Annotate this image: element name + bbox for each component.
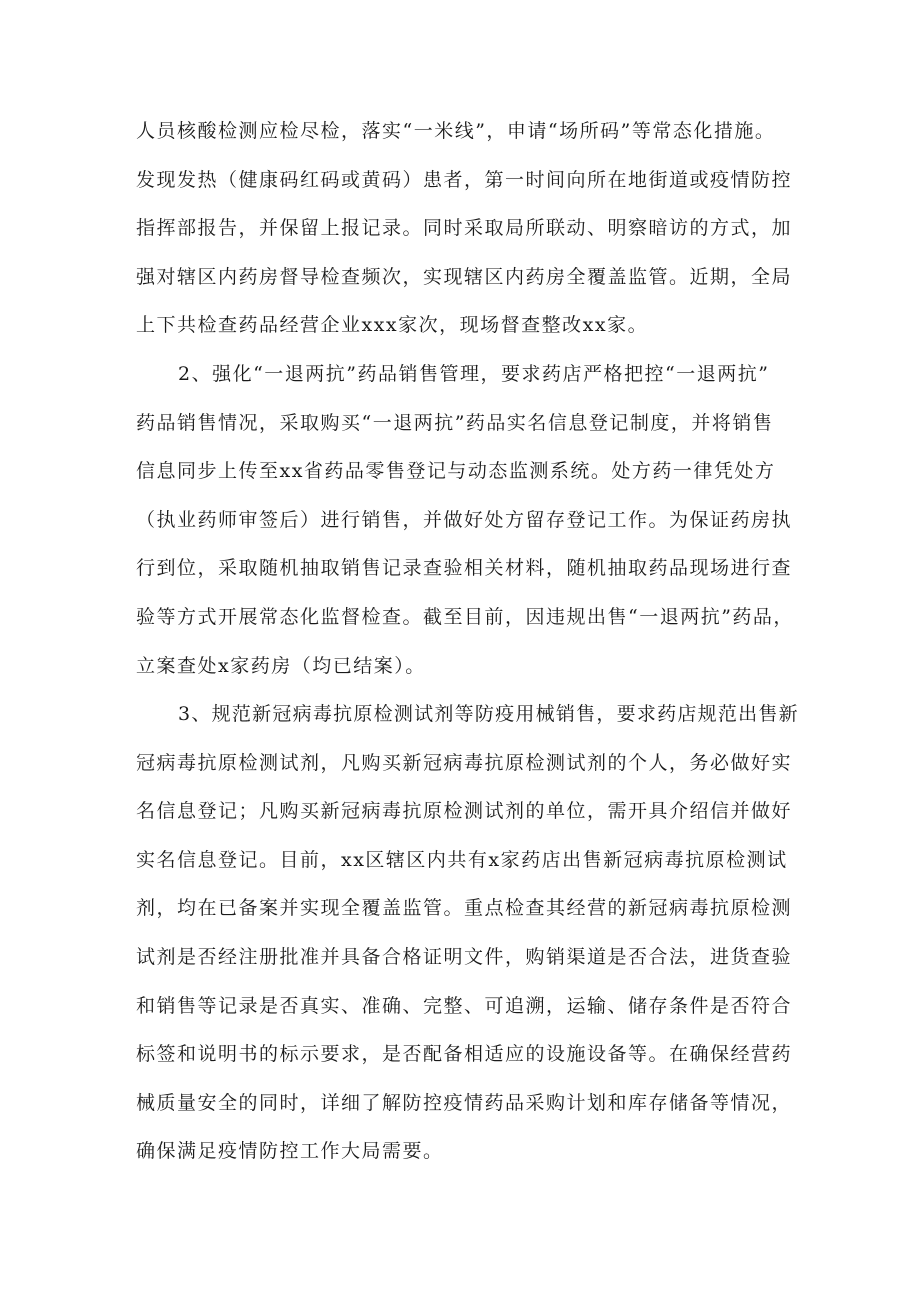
paragraph-line: 试剂是否经注册批准并具备合格证明文件，购销渠道是否合法，进货查验 [136,945,793,968]
paragraph-line: 名信息登记；凡购买新冠病毒抗原检测试剂的单位，需开具介绍信并做好 [136,800,793,823]
paragraph-line: 2、强化“一退两抗”药品销售管理，要求药店严格把控“一退两抗” [178,363,770,385]
paragraph-line: 信息同步上传至xx省药品零售登记与动态监测系统。处方药一律凭处方 [136,460,776,483]
paragraph-3 [136,690,801,1176]
paragraph-line: 验等方式开展常态化监督检查。截至目前，因违规出售“一退两抗”药品， [136,605,794,628]
paragraph-line: 行到位，采取随机抽取销售记录查验相关材料，随机抽取药品现场进行查 [136,557,793,580]
paragraph-line: 标签和说明书的标示要求，是否配备相适应的设施设备等。在确保经营药 [136,1043,793,1066]
paragraph-line: 剂，均在已备案并实现全覆盖监管。重点检查其经营的新冠病毒抗原检测 [136,897,793,920]
paragraph-1 [136,107,801,350]
paragraph-line: 冠病毒抗原检测试剂，凡购买新冠病毒抗原检测试剂的个人，务必做好实 [136,751,793,774]
paragraph-line: 立案查处x家药房（均已结案）。 [136,654,426,677]
paragraph-line: 指挥部报告，并保留上报记录。同时采取局所联动、明察暗访的方式，加 [136,217,793,240]
paragraph-line: （执业药师审签后）进行销售，并做好处方留存登记工作。为保证药房执 [136,508,793,531]
paragraph-line: 3、规范新冠病毒抗原检测试剂等防疫用械销售，要求药店规范出售新 [178,703,799,725]
paragraph-line: 药品销售情况，采取购买“一退两抗”药品实名信息登记制度，并将销售 [136,411,774,434]
paragraph-line: 强对辖区内药房督导检查频次，实现辖区内药房全覆盖监管。近期，全局 [136,265,793,288]
paragraph-line: 械质量安全的同时，详细了解防控疫情药品采购计划和库存储备等情况， [136,1091,793,1114]
paragraph-line: 发现发热（健康码红码或黄码）患者，第一时间向所在地街道或疫情防控 [136,168,793,191]
paragraph-line: 确保满足疫情防控工作大局需要。 [136,1140,444,1163]
paragraph-line: 上下共检查药品经营企业xxx家次，现场督查整改xx家。 [136,314,649,337]
paragraph-line: 和销售等记录是否真实、准确、完整、可追溯，运输、储存条件是否符合 [136,994,793,1017]
paragraph-line: 实名信息登记。目前，xx区辖区内共有x家药店出售新冠病毒抗原检测试 [136,848,788,871]
paragraph-line: 人员核酸检测应检尽检，落实“一米线”，申请“场所码”等常态化措施。 [136,120,776,142]
paragraph-2 [136,350,801,690]
